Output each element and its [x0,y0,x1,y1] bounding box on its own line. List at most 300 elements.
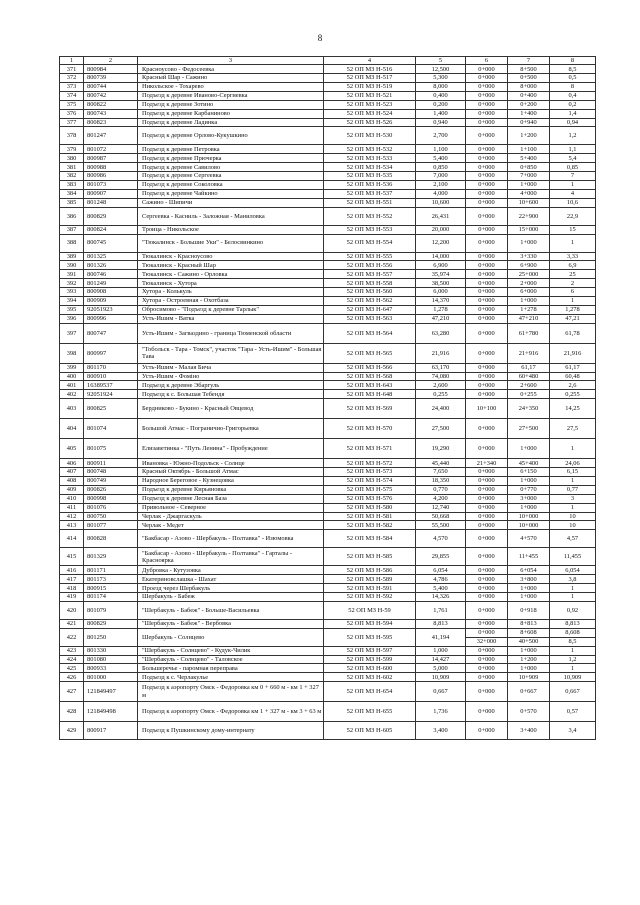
table-cell: 50,668 [416,512,466,521]
row-number: 423 [60,646,84,655]
table-cell: 1+000 [508,584,550,593]
table-cell: Подъезд к деревне Петровка [138,145,324,154]
table-cell: 0+000 [466,381,508,390]
header-cell-1: 1 [60,57,84,65]
table-cell: Подъезд к деревне Зотино [138,100,324,109]
table-cell: 1+000 [508,181,550,190]
table-header-row [60,57,596,65]
table-cell: 801330 [84,646,138,655]
table-cell: 41,194 [416,628,466,646]
table-cell: 0+000 [466,419,508,439]
table-cell: 0+000 [466,682,508,702]
table-cell: 3+800 [508,575,550,584]
table-cell: 1 [550,234,596,252]
row-number: 418 [60,584,84,593]
header-cell-7: 7 [508,57,550,65]
table-cell: 21,916 [550,343,596,363]
table-cell: 1 [550,477,596,486]
table-cell: 800829 [84,619,138,628]
table-cell: 52 ОП МЗ Н-580 [324,503,416,512]
table-cell: Проезд через Шербакуль [138,584,324,593]
table-cell: 0+000 [466,234,508,252]
table-cell: 52 ОП МЗ Н-532 [324,145,416,154]
table-cell: 52 ОП МЗ Н-562 [324,297,416,306]
table-cell: 1 [550,503,596,512]
table-cell: 0+000 [466,189,508,198]
row-number: 416 [60,566,84,575]
row-number: 398 [60,343,84,363]
table-row [60,261,596,270]
table-cell: 801250 [84,628,138,646]
table-cell: "Тюкалинск - Большие Уки" - Белосвинкино [138,234,324,252]
table-cell: 0+000 [466,172,508,181]
table-cell: 801249 [84,279,138,288]
table-cell: Подъезд к деревне Савилово [138,163,324,172]
table-cell: 52 ОП МЗ Н-524 [324,109,416,118]
table-row [60,655,596,664]
table-row [60,664,596,673]
table-cell: 3+330 [508,252,550,261]
table-cell: Шербакуль - Солнцево [138,628,324,646]
table-cell: 800824 [84,225,138,234]
table-cell: 52 ОП МЗ Н-526 [324,118,416,127]
table-cell: 60,48 [550,372,596,381]
table-cell: 801075 [84,439,138,459]
table-cell: 0,667 [550,682,596,702]
table-row [60,163,596,172]
table-cell: 0+000 [466,390,508,399]
table-cell: 801174 [84,593,138,602]
header-cell-3: 3 [138,57,324,65]
table-cell: 0+000 [466,575,508,584]
table-cell: 1,4 [550,109,596,118]
row-number: 403 [60,399,84,419]
row-number: 376 [60,109,84,118]
table-cell: 0+000 [466,485,508,494]
table-cell: 22+900 [508,207,550,225]
table-cell: 0,850 [416,163,466,172]
table-cell: 0+850 [508,163,550,172]
table-cell: 1+100 [508,145,550,154]
table-cell: 0+000 [466,363,508,372]
table-cell: 4,786 [416,575,466,584]
table-cell: 0+000 [466,91,508,100]
table-cell: 52 ОП МЗ Н-570 [324,419,416,439]
table-cell: 18,350 [416,477,466,486]
row-number: 404 [60,419,84,439]
table-cell: 0+000 [466,207,508,225]
table-cell: 0+000 [466,566,508,575]
table-row [60,530,596,548]
table-row [60,343,596,363]
table-cell: 0,255 [550,390,596,399]
table-cell: 3,8 [550,575,596,584]
table-cell: 0+000 [466,314,508,323]
table-cell: 52 ОП МЗ Н-565 [324,343,416,363]
table-row [60,297,596,306]
table-cell: 4 [550,189,596,198]
table-cell: 10+909 [508,673,550,682]
table-cell: 6 [550,288,596,297]
table-cell: 8,5 [550,65,596,74]
table-cell: 0+255 [508,390,550,399]
row-number: 420 [60,601,84,619]
table-cell: 8+608 [508,628,550,637]
table-cell: 52 ОП МЗ Н-516 [324,65,416,74]
table-cell: 6+150 [508,468,550,477]
table-cell: Шербакуль - Бабеж [138,593,324,602]
table-cell: 1+400 [508,109,550,118]
table-cell: 52 ОП МЗ Н-566 [324,363,416,372]
table-cell: 8 [550,82,596,91]
table-cell: Подъезд к аэропорту Омск - Федоровка км 1 + 327 м - км 3 + 63 м [138,702,324,722]
table-cell: 92051924 [84,390,138,399]
table-cell: 52 ОП МЗ Н-573 [324,468,416,477]
table-cell: 0+000 [466,279,508,288]
table-cell: 52 ОП МЗ Н-594 [324,619,416,628]
table-row [60,682,596,702]
table-cell: 0+000 [466,288,508,297]
table-row [60,628,596,637]
table-cell: Хутора - Остроевная - Охотбаза [138,297,324,306]
table-cell: 52 ОП МЗ Н-597 [324,646,416,655]
row-number: 413 [60,521,84,530]
table-cell: 45,440 [416,459,466,468]
table-cell: 47+210 [508,314,550,323]
table-cell: Хутора - Колькуль [138,288,324,297]
table-cell: 1,2 [550,127,596,145]
table-cell: 52 ОП МЗ Н-605 [324,722,416,740]
table-cell: 1+000 [508,477,550,486]
table-cell: 0+000 [466,673,508,682]
table-cell: 0+000 [466,372,508,381]
table-cell: 800822 [84,100,138,109]
table-cell: Народное Береговое - Кузнецовка [138,477,324,486]
table-cell: 52 ОП МЗ Н-572 [324,459,416,468]
table-cell: 25+000 [508,270,550,279]
table-cell: 1,736 [416,702,466,722]
table-row [60,381,596,390]
table-cell: 801326 [84,261,138,270]
table-cell: 0,4 [550,91,596,100]
table-cell: 800908 [84,288,138,297]
table-row [60,575,596,584]
table-row [60,566,596,575]
table-cell: 52 ОП МЗ Н-647 [324,305,416,314]
table-cell: 63,170 [416,363,466,372]
table-cell: 0+000 [466,468,508,477]
table-cell: "Шербакуль - Бабеж" - Больше-Васильевка [138,601,324,619]
table-cell: 3+400 [508,722,550,740]
table-cell: 24+350 [508,399,550,419]
row-number: 402 [60,390,84,399]
table-cell: 52 ОП МЗ Н-643 [324,381,416,390]
table-cell: Тюкалинск - Сажино - Орловка [138,270,324,279]
table-cell: 4,000 [416,189,466,198]
table-cell: 0+000 [466,65,508,74]
table-cell: 3 [550,494,596,503]
table-cell: 6,900 [416,261,466,270]
table-cell: 800828 [84,530,138,548]
table-cell: 800745 [84,234,138,252]
table-cell: Подъезд к Пушкинскому дому-интернату [138,722,324,740]
table-cell: 2,6 [550,381,596,390]
table-cell: Сажино - Шипичи [138,198,324,207]
table-cell: 5,000 [416,664,466,673]
table-cell: 3+000 [508,494,550,503]
row-number: 390 [60,261,84,270]
table-cell: 15 [550,225,596,234]
table-cell: 0+000 [466,439,508,459]
row-number: 396 [60,314,84,323]
row-number: 387 [60,225,84,234]
table-cell: 52 ОП МЗ Н-592 [324,593,416,602]
table-cell: 15+000 [508,225,550,234]
table-cell: 0+000 [466,145,508,154]
table-cell: Елизаветинка - "Путь Ленина" - Пробуждение [138,439,324,459]
table-row [60,82,596,91]
table-cell: 52 ОП МЗ Н-536 [324,181,416,190]
table-cell: "Шербакуль - Солнцево" - Кудук-Чилик [138,646,324,655]
table-cell: 0+000 [466,225,508,234]
table-cell: 52 ОП МЗ Н-553 [324,225,416,234]
table-cell: 5,300 [416,74,466,83]
table-cell: 1 [550,181,596,190]
table-cell: 800933 [84,664,138,673]
table-cell: 29,855 [416,548,466,566]
table-cell: 0+000 [466,163,508,172]
table-cell: 1+000 [508,593,550,602]
table-cell: 1+000 [508,234,550,252]
table-cell: 52 ОП МЗ Н-574 [324,477,416,486]
table-cell: 0+500 [508,74,550,83]
table-cell: 32+000 [466,637,508,646]
table-cell: 0+000 [466,323,508,343]
row-number: 388 [60,234,84,252]
table-cell: 0,200 [416,100,466,109]
table-cell: 801077 [84,521,138,530]
table-cell: 801000 [84,673,138,682]
table-cell: 52 ОП МЗ Н-576 [324,494,416,503]
table-cell: 2 [550,279,596,288]
table-cell: 800747 [84,323,138,343]
table-row [60,702,596,722]
table-cell: Тюкалинск - Красноусово [138,252,324,261]
table-row [60,722,596,740]
table-cell: 10,909 [550,673,596,682]
table-cell: 0+000 [466,100,508,109]
table-cell: 0+940 [508,118,550,127]
table-cell: 52 ОП МЗ Н-571 [324,439,416,459]
table-cell: 6+900 [508,261,550,270]
table-cell: 0+000 [466,628,508,637]
table-cell: 21+340 [466,459,508,468]
table-cell: 0,400 [416,91,466,100]
table-cell: 16389537 [84,381,138,390]
table-cell: 2,100 [416,181,466,190]
roads-table [59,56,596,740]
table-cell: 0,940 [416,118,466,127]
table-cell: 0+000 [466,722,508,740]
table-cell: 52 ОП МЗ Н-521 [324,91,416,100]
table-cell: 21+916 [508,343,550,363]
table-cell: 0,57 [550,702,596,722]
table-cell: 52 ОП МЗ Н-534 [324,163,416,172]
row-number: 410 [60,494,84,503]
table-cell: 4+000 [508,189,550,198]
table-cell: 800743 [84,109,138,118]
row-number: 397 [60,323,84,343]
table-cell: 0+000 [466,82,508,91]
table-cell: 801073 [84,181,138,190]
table-cell: 1+000 [508,439,550,459]
table-cell: 35,974 [416,270,466,279]
table-cell: 8,5 [550,637,596,646]
table-cell: 6+000 [508,288,550,297]
table-row [60,477,596,486]
row-number: 378 [60,127,84,145]
row-number: 412 [60,512,84,521]
table-cell: Подъезд к с. Черлакулье [138,673,324,682]
table-cell: 52 ОП МЗ Н-568 [324,372,416,381]
table-cell: 801076 [84,503,138,512]
row-number: 429 [60,722,84,740]
table-cell: 0,2 [550,100,596,109]
table-cell: 52 ОП МЗ Н-59 [324,601,416,619]
table-cell: 92051923 [84,305,138,314]
table-cell: 0+000 [466,593,508,602]
row-number: 384 [60,189,84,198]
table-cell: 800742 [84,91,138,100]
table-cell: 8,813 [416,619,466,628]
table-cell: 27+500 [508,419,550,439]
table-cell: 52 ОП МЗ Н-654 [324,682,416,702]
table-cell: 0+770 [508,485,550,494]
table-cell: 52 ОП МЗ Н-517 [324,74,416,83]
table-row [60,91,596,100]
table-cell: 14,25 [550,399,596,419]
table-cell: 38,500 [416,279,466,288]
table-cell: 52 ОП МЗ Н-557 [324,270,416,279]
table-cell: 800825 [84,399,138,419]
table-cell: 0+000 [466,512,508,521]
table-cell: 1+278 [508,305,550,314]
table-cell: 0,85 [550,163,596,172]
table-cell: 0+000 [466,477,508,486]
table-cell: 1,278 [550,305,596,314]
table-cell: 800823 [84,118,138,127]
table-cell: Подъезд к деревне Орлово-Кукушкино [138,127,324,145]
table-cell: 0+000 [466,343,508,363]
table-row [60,419,596,439]
table-cell: Бердниково - Букино - Красный Овцевод [138,399,324,419]
table-cell: 0+000 [466,198,508,207]
table-cell: 801079 [84,601,138,619]
header-cell-4: 4 [324,57,416,65]
table-cell: 8,608 [550,628,596,637]
table-cell: Подъезд к деревне Эбаргуль [138,381,324,390]
table-cell: 61,78 [550,323,596,343]
table-cell: 52 ОП МЗ Н-600 [324,664,416,673]
table-cell: 0+570 [508,702,550,722]
table-cell: 0,92 [550,601,596,619]
table-row [60,207,596,225]
table-cell: 12,500 [416,65,466,74]
table-cell: 52 ОП МЗ Н-535 [324,172,416,181]
row-number: 401 [60,381,84,390]
table-row [60,323,596,343]
table-cell: 10+000 [508,521,550,530]
table-cell: 22,9 [550,207,596,225]
table-cell: "Шербакуль - Бабеж" - Вербовка [138,619,324,628]
table-row [60,189,596,198]
table-row [60,503,596,512]
table-row [60,314,596,323]
table-row [60,225,596,234]
table-cell: 801248 [84,198,138,207]
row-number: 415 [60,548,84,566]
table-cell: 52 ОП МЗ Н-648 [324,390,416,399]
table-cell: Красноусово - Федосеевка [138,65,324,74]
table-cell: 52 ОП МЗ Н-581 [324,512,416,521]
row-number: 395 [60,305,84,314]
row-number: 409 [60,485,84,494]
table-cell: 801170 [84,363,138,372]
table-row [60,390,596,399]
row-number: 421 [60,619,84,628]
table-cell: 1 [550,664,596,673]
table-row [60,521,596,530]
table-row [60,181,596,190]
table-cell: 20,000 [416,225,466,234]
table-cell: 800829 [84,207,138,225]
table-cell: 6,9 [550,261,596,270]
table-cell: 800910 [84,372,138,381]
table-cell: 24,06 [550,459,596,468]
row-number: 419 [60,593,84,602]
table-row [60,145,596,154]
row-number: 417 [60,575,84,584]
row-number: 427 [60,682,84,702]
table-cell: 10 [550,512,596,521]
table-cell: Подъезд к с. Большая Тебендя [138,390,324,399]
table-cell: 4,57 [550,530,596,548]
table-cell: 27,500 [416,419,466,439]
row-number: 386 [60,207,84,225]
row-number: 372 [60,74,84,83]
table-cell: 1 [550,439,596,459]
table-cell: Подъезд к деревне Чайкино [138,189,324,198]
table-cell: 4,200 [416,494,466,503]
table-cell: 5+400 [508,154,550,163]
table-cell: 11,455 [550,548,596,566]
table-cell: 800998 [84,494,138,503]
table-row [60,363,596,372]
table-cell: 800911 [84,459,138,468]
table-cell: 121849497 [84,682,138,702]
table-cell: 1 [550,297,596,306]
table-cell: Екатериновслашка - Шахат [138,575,324,584]
table-row [60,601,596,619]
table-cell: 52 ОП МЗ Н-554 [324,234,416,252]
row-number: 382 [60,172,84,181]
table-cell: 801171 [84,566,138,575]
table-cell: 24,400 [416,399,466,419]
table-row [60,270,596,279]
table-cell: 52 ОП МЗ Н-591 [324,584,416,593]
page-number: 8 [317,33,323,43]
table-cell: 0+000 [466,584,508,593]
